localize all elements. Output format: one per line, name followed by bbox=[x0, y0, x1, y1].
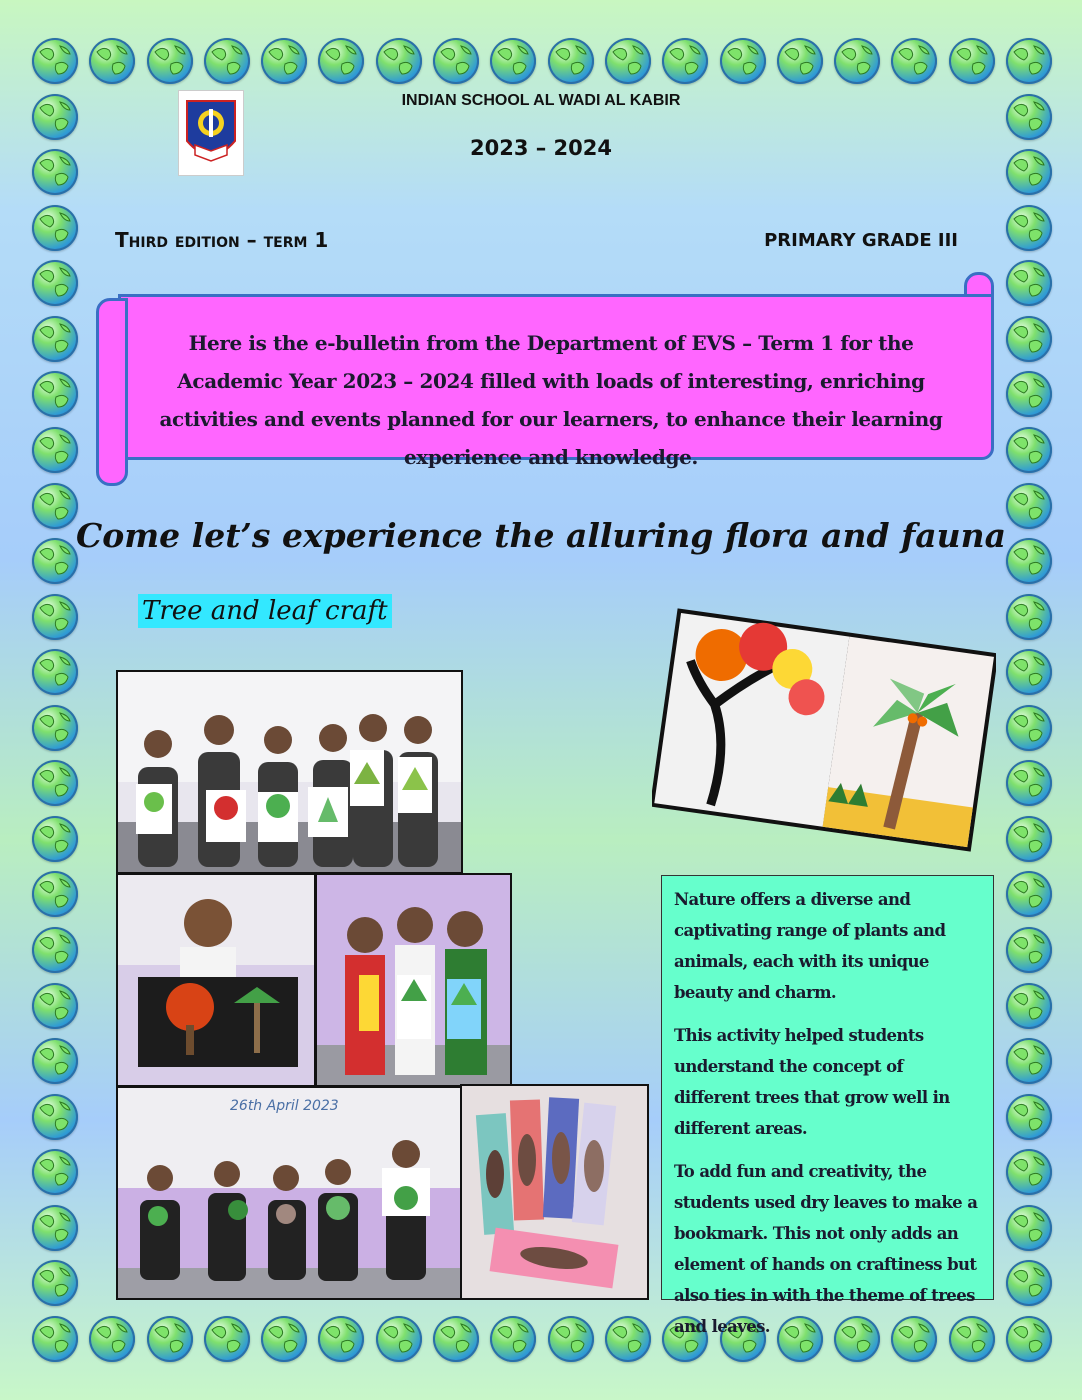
globe-icon bbox=[949, 38, 995, 84]
info-paragraph-1: Nature offers a diverse and captivating range of plants and animals, each with its unique beauty and charm. bbox=[674, 890, 946, 1002]
globe-icon bbox=[32, 371, 78, 417]
globe-icon bbox=[32, 260, 78, 306]
globe-icon bbox=[605, 1316, 651, 1362]
globe-icon bbox=[32, 316, 78, 362]
globe-icon bbox=[1006, 260, 1052, 306]
globe-icon bbox=[376, 38, 422, 84]
globe-icon bbox=[32, 1316, 78, 1362]
globe-icon bbox=[1006, 316, 1052, 362]
globe-icon bbox=[1006, 38, 1052, 84]
globe-icon bbox=[1006, 371, 1052, 417]
globe-icon bbox=[89, 1316, 135, 1362]
photo-group-with-trees bbox=[116, 670, 463, 874]
globe-icon bbox=[1006, 205, 1052, 251]
photo-tree-crafts-closeup bbox=[652, 600, 996, 862]
globe-icon bbox=[32, 760, 78, 806]
intro-scroll-banner bbox=[96, 272, 994, 482]
globe-icon bbox=[32, 649, 78, 695]
photo-leaf-bookmarks bbox=[460, 1084, 649, 1300]
photo-boy-with-trees bbox=[116, 873, 316, 1087]
globe-icon bbox=[548, 38, 594, 84]
globe-icon bbox=[261, 38, 307, 84]
globe-icon bbox=[1006, 705, 1052, 751]
globe-icon bbox=[318, 1316, 364, 1362]
globe-icon bbox=[32, 38, 78, 84]
board-date: 26th April 2023 bbox=[230, 1098, 339, 1114]
globe-icon bbox=[548, 1316, 594, 1362]
globe-icon bbox=[32, 983, 78, 1029]
globe-icon bbox=[32, 927, 78, 973]
globe-icon bbox=[1006, 1260, 1052, 1306]
globe-icon bbox=[32, 1094, 78, 1140]
globe-icon bbox=[1006, 983, 1052, 1029]
section-title: Tree and leaf craft bbox=[138, 594, 392, 628]
globe-icon bbox=[32, 1205, 78, 1251]
globe-icon bbox=[376, 1316, 422, 1362]
photo-group-dated bbox=[116, 1086, 462, 1300]
globe-icon bbox=[1006, 1316, 1052, 1362]
academic-year: 2023 – 2024 bbox=[469, 136, 613, 160]
globe-icon bbox=[89, 38, 135, 84]
globe-icon bbox=[204, 1316, 250, 1362]
globe-icon bbox=[32, 205, 78, 251]
globe-icon bbox=[834, 38, 880, 84]
globe-icon bbox=[1006, 816, 1052, 862]
globe-icon bbox=[433, 1316, 479, 1362]
globe-icon bbox=[777, 38, 823, 84]
globe-icon bbox=[32, 871, 78, 917]
globe-icon bbox=[32, 594, 78, 640]
globe-icon bbox=[605, 38, 651, 84]
globe-icon bbox=[490, 38, 536, 84]
globe-icon bbox=[32, 1149, 78, 1195]
globe-icon bbox=[1006, 760, 1052, 806]
info-paragraph-3: To add fun and creativity, the students used dry leaves to make a bookmark. This not only adds an element of hands on craftiness but also ties in with the theme of trees and leaves. bbox=[674, 1162, 978, 1336]
globe-icon bbox=[261, 1316, 307, 1362]
globe-icon bbox=[891, 38, 937, 84]
globe-icon bbox=[720, 38, 766, 84]
globe-icon bbox=[147, 1316, 193, 1362]
globe-icon bbox=[1006, 594, 1052, 640]
globe-icon bbox=[1006, 1038, 1052, 1084]
school-name: INDIAN SCHOOL AL WADI AL KABIR bbox=[401, 92, 681, 109]
globe-icon bbox=[32, 816, 78, 862]
globe-icon bbox=[1006, 871, 1052, 917]
photo-three-girls bbox=[315, 873, 512, 1087]
globe-icon bbox=[318, 38, 364, 84]
intro-text: Here is the e-bulletin from the Department of EVS – Term 1 for the Academic Year 2023 – 2024 filled with loads of interesting, enriching activities and events planned for our learners, to enhance their learning experience and knowledge. bbox=[159, 331, 943, 469]
globe-icon bbox=[32, 705, 78, 751]
globe-icon bbox=[204, 38, 250, 84]
globe-icon bbox=[490, 1316, 536, 1362]
scroll-curl-left bbox=[96, 298, 128, 486]
grade-label: PRIMARY GRADE III bbox=[764, 230, 958, 251]
globe-icon bbox=[1006, 1205, 1052, 1251]
globe-icon bbox=[1006, 427, 1052, 473]
edition-label: Third edition – term 1 bbox=[115, 228, 329, 252]
globe-icon bbox=[147, 38, 193, 84]
globe-icon bbox=[1006, 649, 1052, 695]
globe-icon bbox=[433, 38, 479, 84]
globe-icon bbox=[1006, 927, 1052, 973]
globe-icon bbox=[662, 38, 708, 84]
info-box bbox=[661, 875, 994, 1336]
page-headline: Come let’s experience the alluring flora and fauna bbox=[75, 516, 1007, 555]
info-paragraph-2: This activity helped students understand the concept of different trees that grow well in different areas. bbox=[674, 1026, 950, 1138]
globe-icon bbox=[32, 1260, 78, 1306]
globe-icon bbox=[1006, 1149, 1052, 1195]
globe-icon bbox=[32, 1038, 78, 1084]
globe-icon bbox=[32, 427, 78, 473]
globe-icon bbox=[1006, 1094, 1052, 1140]
